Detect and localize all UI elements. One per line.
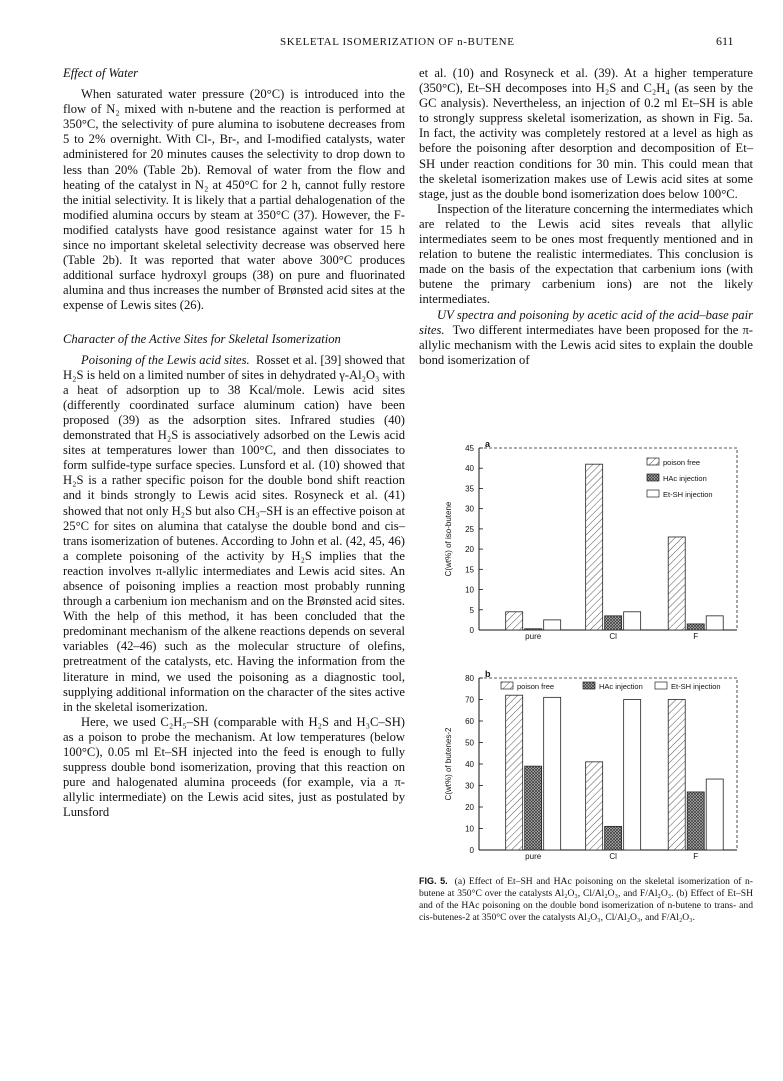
bar-f-hac-injection: [687, 624, 704, 630]
paragraph-ethanethiol: Here, we used C₂H₅–SH (comparable with H₂S and H₃C–SH) as a poison to probe the mechanism. At low temperatures (below 100°C), 0.05 ml Et–SH injected into the feed is enough to fully suppress double bond isomerization, proving that this reaction on pure and halogenated alumina proceeds (for example, via a π-allylic intermediate) on the Lewis acid sites, just as postulated by Lunsford: [63, 714, 405, 820]
subheading-poisoning-lewis: Poisoning of the Lewis acid sites.: [81, 352, 250, 367]
bar-pure-hac-injection: [525, 629, 542, 630]
legend-label: poison free: [517, 682, 555, 691]
panel-letter: b: [485, 669, 491, 679]
panel-letter: a: [485, 440, 491, 449]
y-tick-label: 60: [465, 717, 474, 726]
y-axis-label: C(wt%) of iso-butene: [444, 501, 453, 577]
y-tick-label: 40: [465, 760, 474, 769]
legend-swatch: [647, 474, 659, 481]
left-column: [63, 66, 405, 821]
bar-f-poison-free: [668, 700, 685, 851]
bar-f-poison-free: [668, 537, 685, 630]
right-column: [419, 66, 753, 368]
bar-pure-poison-free: [506, 612, 523, 630]
legend-swatch: [647, 490, 659, 497]
y-tick-label: 10: [465, 824, 474, 834]
figure-5-charts: [419, 440, 753, 870]
chart-panel-b: [444, 669, 737, 861]
y-tick-label: 30: [465, 504, 474, 514]
legend-swatch: [647, 458, 659, 465]
paragraph-continuation: et al. (10) and Rosyneck et al. (39). At a higher temperature (350°C), Et–SH decomposes into H₂S and C₂H₄ (as seen by the GC analysis). Nevertheless, an injection of 0.2 ml Et–SH is able to strongly suppress skeletal isomerization, as shown in Fig. 5a. In fact, the activity was completely restored at a level as high as before the poisoning after desorption and decomposition of Et–SH under reaction conditions for 30 min. This could mean that the skeletal isomerization makes use of Lewis acid sites at some stage, just as the double bond isomerization does below 100°C.: [419, 66, 753, 201]
figure-caption-label: FIG. 5.: [419, 876, 448, 886]
y-tick-label: 0: [469, 846, 474, 855]
category-label: F: [693, 852, 699, 861]
paragraph-poisoning: [63, 353, 405, 715]
bar-pure-poison-free: [506, 695, 523, 850]
section-heading-active-sites: Character of the Active Sites for Skeletal Isomerization: [63, 331, 341, 346]
bar-cl-hac-injection: [605, 616, 622, 630]
y-tick-label: 15: [465, 565, 474, 575]
paragraph-poisoning-body: Rosset et al. [39] showed that H₂S is held on a limited number of sites in dehydrated γ-Al₂O₃ with a heat of adsorption up to 38 Kcal/mole. Lewis acid sites (differently coordinated surface aluminum cation) have been proposed (39) as the adsorption sites. Infrared studies (40) demonstrated that H₂S is associatively adsorbed on the Lewis acid sites at temperatures lower than 100°C, and then dissociates to form sulfide-type surface species. Lunsford et al. (10) showed that H₂S is a rather specific poison for the double bond shift reaction and it binds strongly to Lewis acid sites. Rosyneck et al. (41) showed that not only H₂S but also CH₃–SH is an effective poison at 25°C for sites on alumina that catalyse the double bond and cis–trans isomerization of butenes. According to John et al. (42, 45, 46) a complete poisoning of the activity by H₂S implies that the reaction involves π-allylic intermediates and Lewis acid sites. An absence of poisoning implies a reaction most probably running through a carbenium ion mechanism and on the Brønsted acid sites. With the help of this method, it has been concluded that the predominant mechanism of the alkene reactions depends on several variables (42–46) such as the molecular structure of olefins, pretreatment of the catalysts, etc. Having the information from the literature in mind, we used the poisoning as a diagnostic tool, supplying additional information on the character of the sites active in the skeletal isomerization.: [63, 352, 405, 714]
bar-cl-poison-free: [586, 464, 603, 630]
bar-cl-poison-free: [586, 762, 603, 850]
paragraph-water: When saturated water pressure (20°C) is introduced into the flow of N₂ mixed with n-butene and the reaction is performed at 350°C, the selectivity of pure alumina to isobutene decreases from 5 to 2% overnight. With Cl-, Br-, and I-modified catalysts, water administered for 20 minutes causes the selectivity to drop down to less than 20% (Table 2b). Removal of water from the flow and heating of the catalyst in N₂ at 450°C for 2 h, cannot fully restore the initial selectivity. It is likely that a partial dehalogenation of the modified alumina occurs by steam at 350°C (37). However, the F-modified catalysts have good resistance against water for 15 h since no important skeletal selectivity decrease was observed here (Table 2b). It was reported that water above 300°C produces additional surface hydroxyl groups (38) on pure and fluorinated alumina and thus increases the number of Brønsted acid sites at the expense of Lewis sites (26).: [63, 87, 405, 313]
legend-label: Et-SH injection: [663, 490, 713, 499]
figure-caption-text: (a) Effect of Et–SH and HAc poisoning on the skeletal isomerization of n-butene at 350°C over the catalysts Al₂O₃, Cl/Al₂O₃, and F/Al₂O₃. (b) Effect of Et–SH and of the HAc poisoning on the double bond isomerization of n-butene to trans- and cis-butenes-2 at 350°C over the catalysts Al₂O₃, Cl/Al₂O₃, and F/Al₂O₃.: [419, 876, 753, 923]
category-label: pure: [525, 852, 542, 861]
paragraph-inspection: Inspection of the literature concerning the intermediates which are related to the Lewis acid sites reveals that allylic intermediates seem to be ones most frequently mentioned and in relation to butene the realistic intermediates. This conclusion is made on the basis of the expectation that carbenium ions (with butene the primary carbenium ions) are not the likely intermediates.: [419, 201, 753, 307]
y-tick-label: 5: [469, 605, 474, 615]
paragraph-uv: [419, 308, 753, 368]
bar-cl-et-sh-injection: [624, 612, 641, 630]
y-tick-label: 20: [465, 545, 474, 555]
bar-f-et-sh-injection: [706, 616, 723, 630]
legend-swatch: [655, 682, 667, 689]
y-tick-label: 20: [465, 803, 474, 812]
legend-label: poison free: [663, 458, 701, 467]
category-label: Cl: [609, 852, 617, 861]
y-tick-label: 10: [465, 585, 474, 595]
y-tick-label: 0: [469, 626, 474, 635]
y-tick-label: 50: [465, 738, 474, 748]
category-label: F: [693, 632, 699, 641]
bar-pure-et-sh-injection: [544, 620, 561, 630]
figure-caption: [419, 875, 753, 924]
bar-f-hac-injection: [687, 792, 704, 850]
y-tick-label: 30: [465, 781, 474, 791]
bar-f-et-sh-injection: [706, 779, 723, 850]
y-tick-label: 25: [465, 524, 474, 534]
legend-label: HAc injection: [663, 474, 707, 483]
subheading-uv-spectra: UV spectra and poisoning by acetic acid of the acid–base pair sites.: [419, 307, 753, 337]
y-tick-label: 70: [465, 695, 474, 705]
y-tick-label: 80: [465, 674, 474, 683]
category-label: pure: [525, 632, 542, 641]
page-number: 611: [716, 34, 734, 48]
bar-cl-hac-injection: [605, 826, 622, 850]
figure-5: [419, 440, 753, 861]
bar-cl-et-sh-injection: [624, 700, 641, 851]
y-axis-label: C(wt%) of butenes-2: [444, 727, 453, 801]
bar-pure-hac-injection: [525, 766, 542, 850]
legend-label: Et-SH injection: [671, 682, 721, 691]
category-label: Cl: [609, 632, 617, 641]
legend-swatch: [583, 682, 595, 689]
legend-label: HAc injection: [599, 682, 643, 691]
paragraph-uv-body: Two different intermediates have been proposed for the π-allylic mechanism with the Lewis acid sites to explain the double bond isomerization of: [419, 322, 753, 367]
bar-pure-et-sh-injection: [544, 697, 561, 850]
y-tick-label: 35: [465, 484, 474, 494]
y-tick-label: 45: [465, 444, 474, 453]
legend-swatch: [501, 682, 513, 689]
section-heading-effect-of-water: Effect of Water: [63, 66, 139, 80]
y-tick-label: 40: [465, 464, 474, 474]
chart-panel-a: [444, 440, 737, 641]
running-head: SKELETAL ISOMERIZATION OF n-BUTENE: [280, 36, 515, 48]
